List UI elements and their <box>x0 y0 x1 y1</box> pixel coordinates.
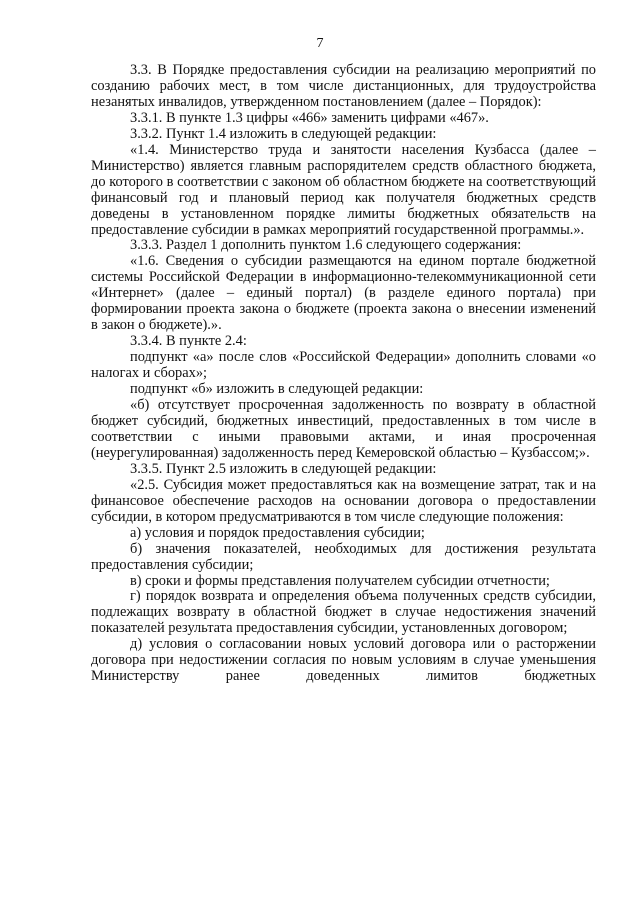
paragraph: «1.6. Сведения о субсидии размещаются на едином портале бюджетной системы Российской Федерации в информационно-телекоммуникационной сети «Интернет» (далее – единый портал) (в разделе единого портала) при формировании проекта закона о бюджете (проекта закона о внесении изменений в закон о бюджете).». <box>91 253 596 334</box>
paragraph: д) условия о согласовании новых условий договора или о расторжении договора при недостижении согласия по новым условиям в случае уменьшения Министерству ранее доведенных лимитов бюджетных <box>91 636 596 685</box>
paragraph: подпункт «а» после слов «Российской Федерации» дополнить словами «о налогах и сборах»; <box>91 349 596 382</box>
paragraph: г) порядок возврата и определения объема полученных средств субсидии, подлежащих возврату в областной бюджет в случае недостижения значений показателей результата предоставления субсидии, установленных договором; <box>91 588 596 637</box>
page-number: 7 <box>316 36 324 51</box>
paragraph: б) значения показателей, необходимых для достижения результата предоставления субсидии; <box>91 540 596 573</box>
paragraph: в) сроки и формы представления получателем субсидии отчетности; <box>130 572 550 589</box>
paragraph: подпункт «б» изложить в следующей редакции: <box>130 381 424 398</box>
paragraph: 3.3. В Порядке предоставления субсидии на реализацию мероприятий по созданию рабочих мест, в том числе дистанционных, для трудоустройства незанятых инвалидов, утвержденном постановлением (далее – Порядок): <box>91 62 596 110</box>
paragraph: 3.3.1. В пункте 1.3 цифры «466» заменить цифрами «467». <box>130 109 489 126</box>
paragraph: 3.3.2. Пункт 1.4 изложить в следующей редакции: <box>130 125 437 142</box>
paragraph: 3.3.5. Пункт 2.5 изложить в следующей редакции: <box>130 460 437 477</box>
document-body <box>91 63 596 685</box>
paragraph: а) условия и порядок предоставления субсидии; <box>130 524 425 541</box>
paragraph: «б) отсутствует просроченная задолженность по возврату в областной бюджет субсидий, бюджетных инвестиций, предоставленных в том числе в соответствии с иными правовыми актами, и иная просроченная (неурегулированная) задолженность перед Кемеровской областью – Кузбассом;». <box>91 397 596 461</box>
paragraph: «2.5. Субсидия может предоставляться как на возмещение затрат, так и на финансовое обеспечение расходов на основании договора о предоставлении субсидии, в котором предусматриваются в том числе следующие положения: <box>91 476 596 525</box>
paragraph: 3.3.4. В пункте 2.4: <box>130 333 247 350</box>
paragraph: «1.4. Министерство труда и занятости населения Кузбасса (далее – Министерство) является главным распорядителем средств областного бюджета, до которого в соответствии с законом об областном бюджете на соответствующий финансовый год и плановый период как получателя бюджетных средств доведены в установленном порядке лимиты бюджетных обязательств на предоставление субсидии в рамках мероприятий государственной программы.». <box>91 141 596 238</box>
paragraph: 3.3.3. Раздел 1 дополнить пунктом 1.6 следующего содержания: <box>130 237 522 254</box>
